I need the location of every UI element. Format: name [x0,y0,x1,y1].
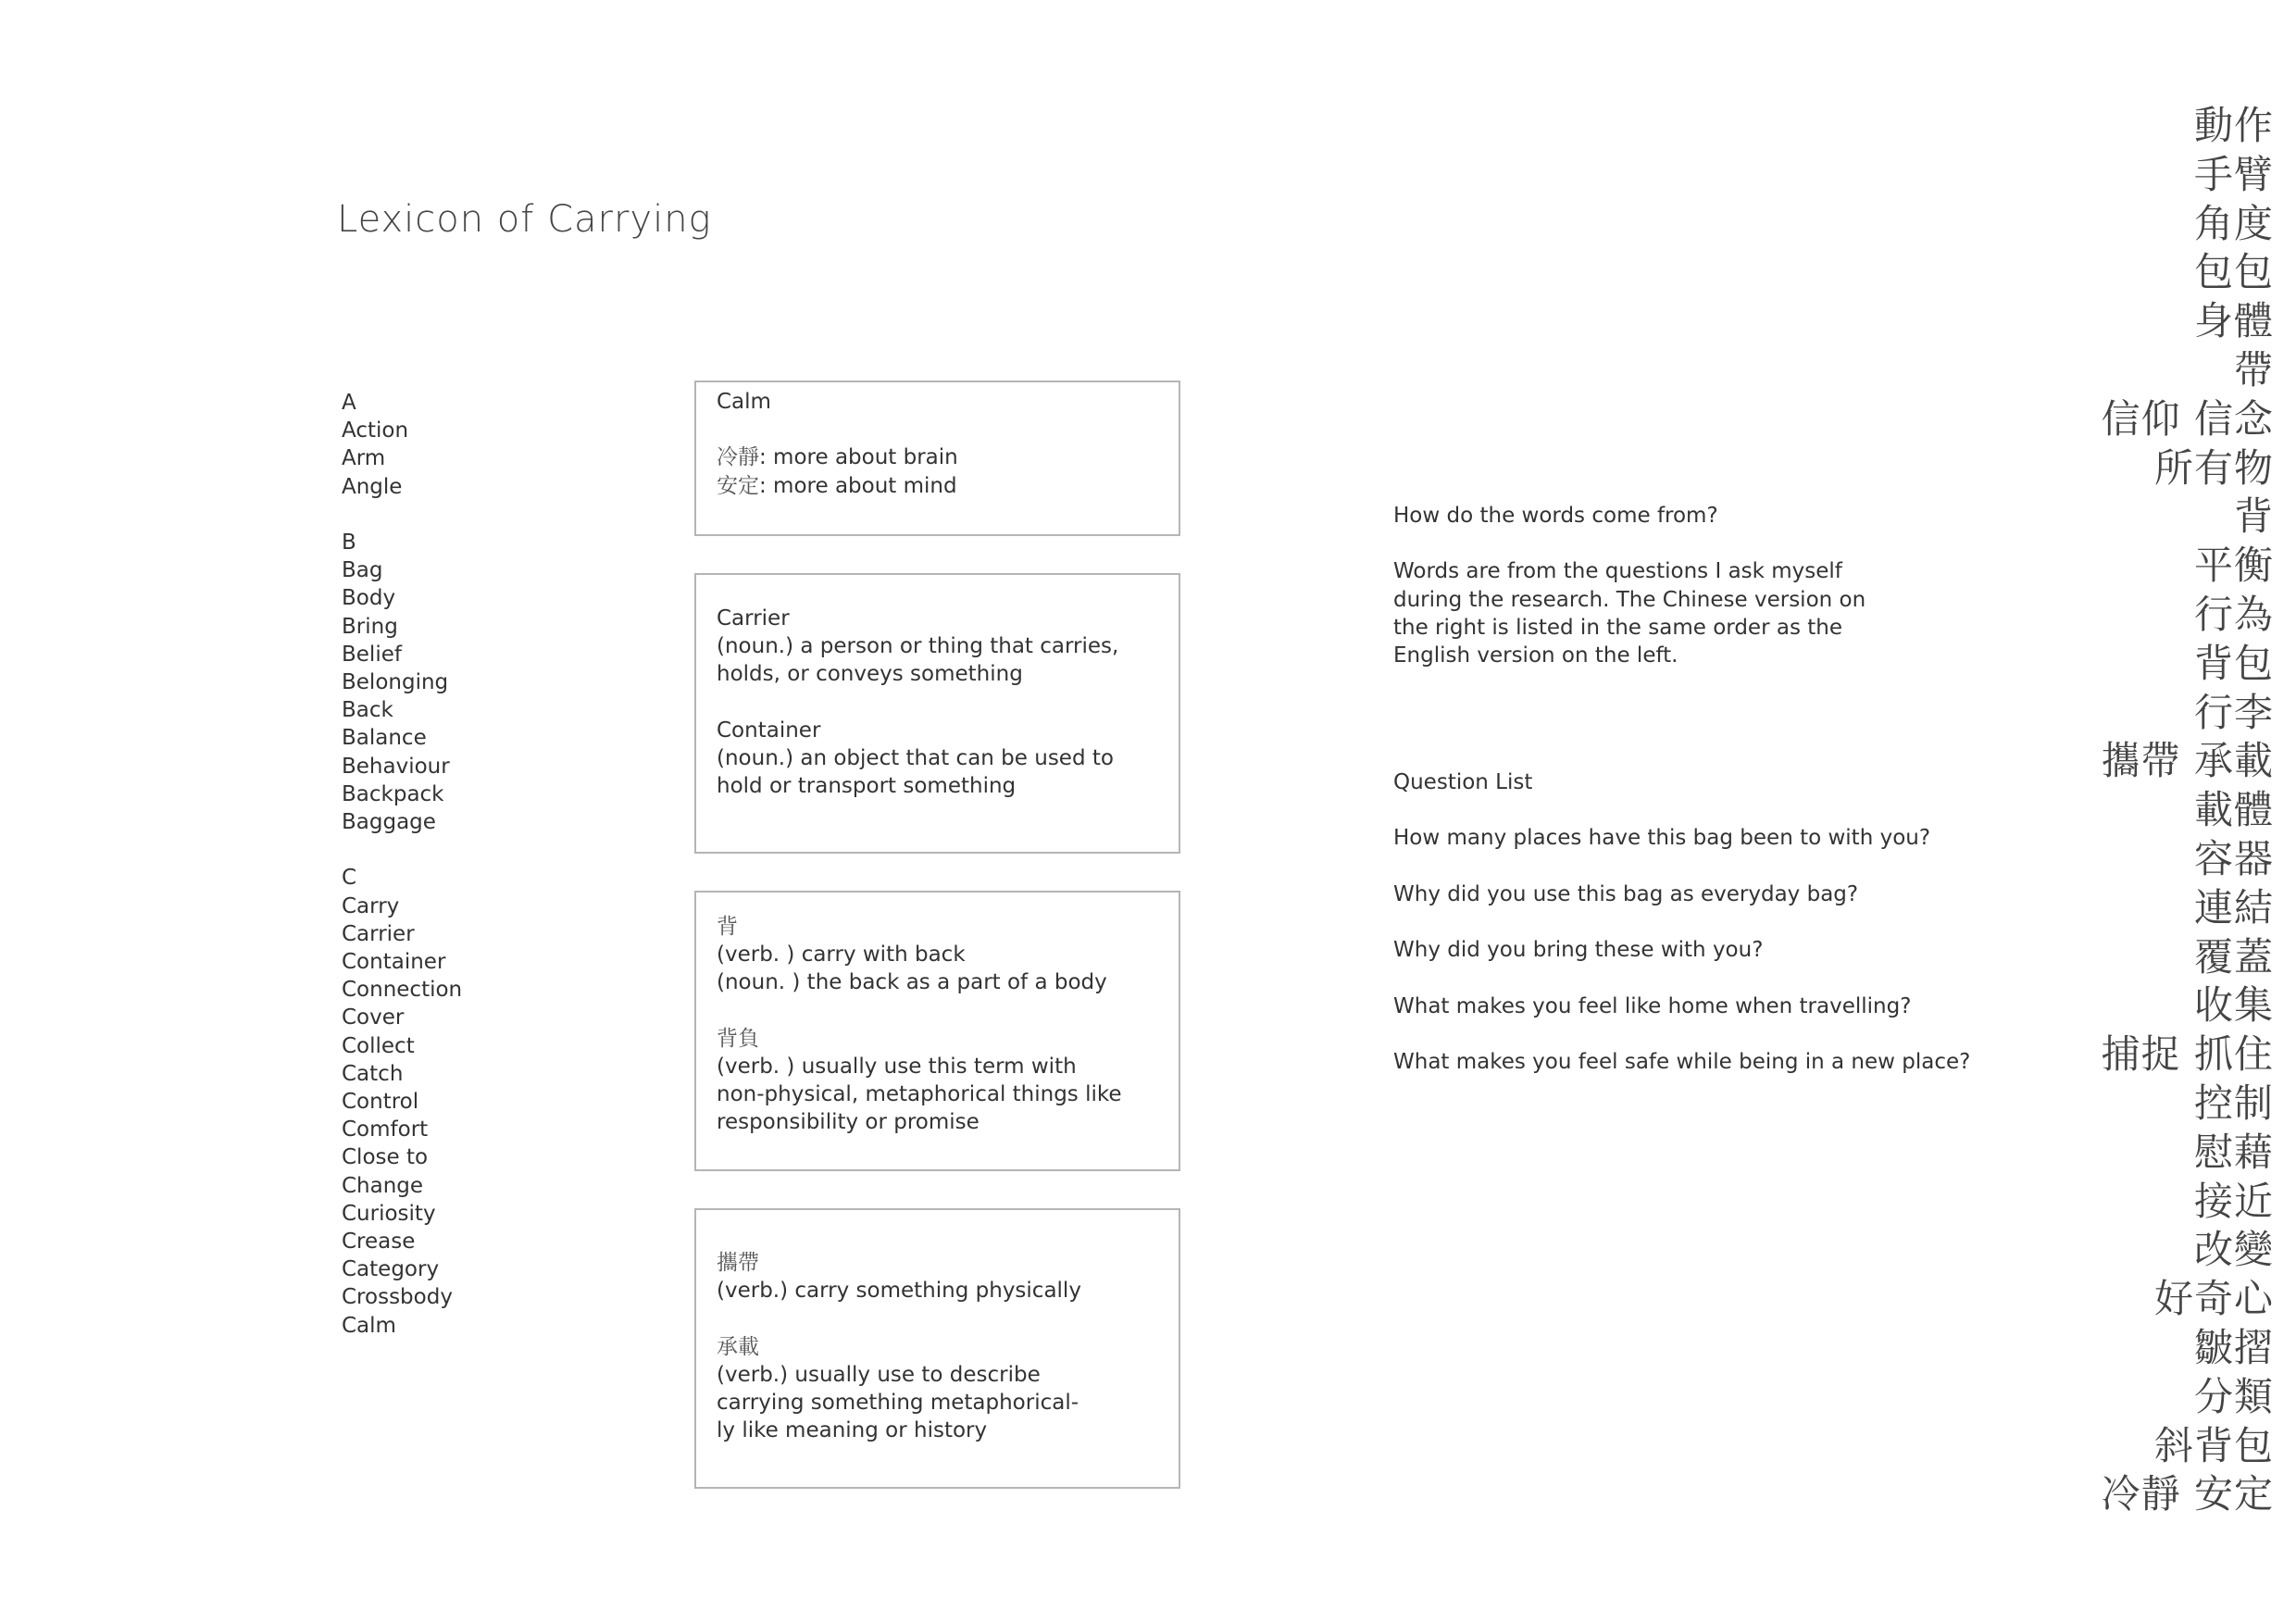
index-word: Carry [342,893,400,918]
index-letter: B [342,531,356,555]
definition-term: Calm [717,390,771,414]
intro-section [1393,502,1866,669]
index-word: Behaviour [342,754,450,779]
chinese-word: 斜背包 [2153,1422,2274,1468]
chinese-word: 控制 [2193,1080,2274,1126]
intro-answer-line: English version on the left. [1393,643,1678,668]
chinese-word: 冷靜 安定 [2101,1471,2274,1517]
index-group-c [342,864,462,1339]
chinese-term: 背負 [717,1026,759,1051]
index-word: Balance [342,726,427,751]
definition-line [717,472,1158,500]
index-word: Action [342,418,409,443]
definition-box-xiedai [694,1208,1180,1489]
index-word: Category [342,1257,440,1282]
definition-text: (noun. ) the back as a part of a body [717,970,1107,995]
chinese-term: 攜帶 [717,1251,759,1275]
chinese-word: 身體 [2193,298,2274,344]
chinese-word: 載體 [2193,787,2274,833]
page-title: Lexicon of Carrying [337,198,712,241]
chinese-word: 動作 [2193,103,2274,148]
question-item: What makes you feel like home when travelling? [1393,993,1912,1018]
definition-text: : more about brain [759,445,958,470]
index-word: Container [342,950,446,975]
intro-question: How do the words come from? [1393,504,1718,528]
chinese-word: 慰藉 [2193,1129,2274,1175]
definition-text: ly like meaning or history [717,1418,988,1443]
definition-term: Container [717,718,821,743]
index-word: Carrier [342,921,415,946]
definition-text: : more about mind [759,473,957,498]
index-word: Collect [342,1033,415,1058]
index-word: Connection [342,978,463,1003]
index-letter: C [342,866,357,891]
definition-text: hold or transport something [717,774,1017,799]
definition-text: (noun.) a person or thing that carries, [717,634,1119,659]
chinese-word-list [2052,102,2274,1519]
definition-text: (noun.) an object that can be used to [717,746,1114,770]
question-list-heading: Question List [1393,770,1533,794]
question-item: What makes you feel safe while being in a new place? [1393,1049,1971,1074]
chinese-word: 行為 [2193,591,2274,637]
index-group-a [342,389,462,501]
chinese-word: 包包 [2193,249,2274,295]
index-word: Change [342,1173,424,1198]
chinese-term: 承載 [717,1334,759,1359]
index-word: Comfort [342,1117,429,1142]
index-letter: A [342,391,356,415]
index-group-b [342,529,462,836]
chinese-word: 帶 [2233,346,2274,393]
intro-answer-line: Words are from the questions I ask myself [1393,559,1842,584]
index-word: Belonging [342,670,449,695]
question-item: Why did you use this bag as everyday bag? [1393,881,1859,906]
chinese-word: 攜帶 承載 [2101,738,2274,784]
chinese-word: 改變 [2193,1227,2274,1273]
index-word: Catch [342,1061,404,1086]
index-word: Body [342,586,396,611]
index-word: Calm [342,1313,396,1338]
chinese-term: 冷靜 [717,445,759,470]
index-word: Bring [342,614,398,639]
chinese-word: 容器 [2193,835,2274,881]
index-word: Control [342,1090,419,1115]
chinese-word: 連結 [2193,884,2274,930]
intro-answer-line: during the research. The Chinese version on [1393,587,1866,612]
index-word: Crease [342,1230,416,1255]
chinese-term: 背 [717,915,738,939]
chinese-term: 安定 [717,473,759,498]
definition-text: (verb.) carry something physically [717,1279,1081,1304]
definition-box-carrier [694,573,1180,854]
index-word: Back [342,698,393,723]
question-item: Why did you bring these with you? [1393,938,1764,963]
definition-text: (verb.) usually use to describe [717,1362,1041,1387]
index-word: Bag [342,558,383,583]
intro-answer-line: the right is listed in the same order as the [1393,615,1842,640]
index-word: Crossbody [342,1285,453,1310]
chinese-word: 捕捉 抓住 [2101,1031,2274,1078]
chinese-word: 平衡 [2193,543,2274,589]
definition-text: carrying something metaphorical- [717,1391,1079,1415]
index-word: Arm [342,446,386,471]
chinese-word: 手臂 [2193,151,2274,197]
index-word: Baggage [342,810,436,835]
index-word: Close to [342,1145,429,1170]
chinese-word: 背 [2233,493,2274,540]
definition-term: Carrier [717,606,790,630]
chinese-word: 收集 [2193,982,2274,1029]
chinese-word: 皺摺 [2193,1324,2274,1370]
chinese-word: 覆蓋 [2193,933,2274,980]
chinese-word: 行李 [2193,689,2274,735]
chinese-word: 所有物 [2153,444,2274,491]
chinese-word: 背包 [2193,640,2274,686]
index-word: Curiosity [342,1201,436,1226]
definition-text: responsibility or promise [717,1110,980,1135]
definition-box-calm [694,381,1180,536]
question-item: How many places have this bag been to with you? [1393,826,1931,851]
index-word: Cover [342,1005,405,1030]
index-word: Belief [342,642,402,667]
definition-line [717,443,1158,471]
definition-text: (verb. ) carry with back [717,943,966,968]
index-word: Backpack [342,781,444,806]
question-list [1393,768,1970,1104]
word-index [342,389,462,1367]
definition-text: (verb. ) usually use this term with [717,1055,1077,1079]
definition-text: non-physical, metaphorical things like [717,1082,1122,1107]
definition-text: holds, or conveys something [717,662,1023,687]
index-word: Angle [342,474,403,499]
chinese-word: 信仰 信念 [2101,395,2274,442]
chinese-word: 分類 [2193,1373,2274,1419]
definition-box-bei [694,891,1180,1171]
chinese-word: 好奇心 [2153,1276,2274,1322]
chinese-word: 接近 [2193,1178,2274,1224]
chinese-word: 角度 [2193,200,2274,246]
